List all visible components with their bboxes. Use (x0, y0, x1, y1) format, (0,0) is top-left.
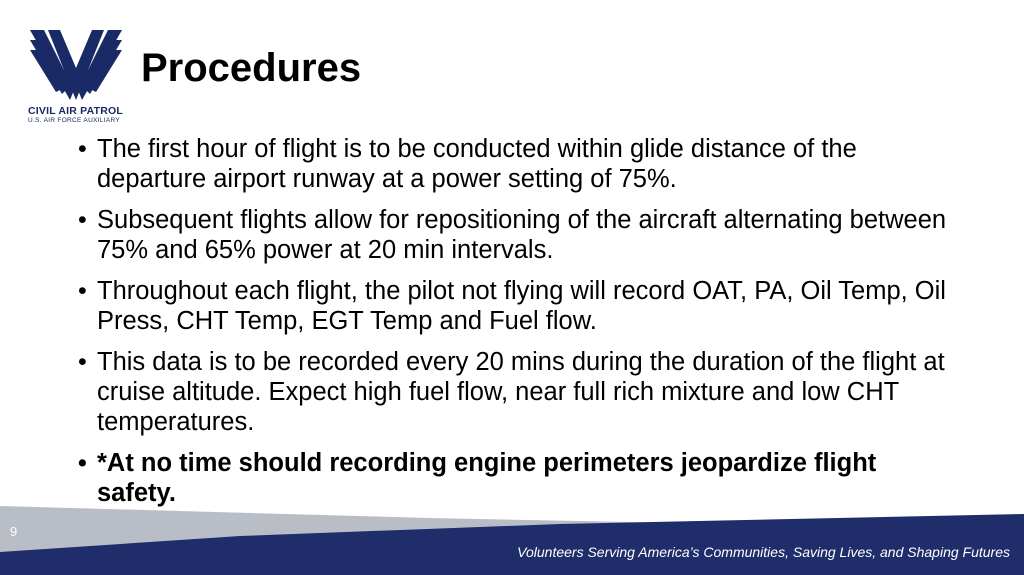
bullet-text: The first hour of flight is to be conducted within glide distance of the departure airport runway at a power setting of 75%. (97, 135, 857, 193)
bullet-item (78, 134, 948, 194)
bullet-text: This data is to be recorded every 20 mins during the duration of the flight at cruise altitude. Expect high fuel flow, near full rich mixture and low CHT temperatures. (97, 348, 945, 436)
logo-subtitle: U.S. AIR FORCE AUXILIARY (28, 117, 120, 124)
bullet-text: Subsequent flights allow for repositioning of the aircraft alternating between 75% and 65% power at 20 min intervals. (97, 206, 947, 264)
bullet-item (78, 347, 948, 437)
bullet-dot: • (78, 277, 87, 305)
bullet-item-warning (78, 448, 948, 508)
cap-logo (26, 28, 126, 126)
bullet-text: *At no time should recording engine perimeters jeopardize flight safety. (97, 449, 877, 507)
bullet-item (78, 205, 948, 265)
bullet-dot: • (78, 135, 87, 163)
logo-name: CIVIL AIR PATROL (28, 105, 123, 117)
cap-wing-emblem-icon (26, 28, 126, 106)
bullet-dot: • (78, 449, 87, 477)
footer-band (0, 500, 1024, 575)
slide-title: Procedures (141, 46, 362, 90)
bullet-list (78, 134, 948, 519)
footer-tagline: Volunteers Serving America’s Communities, Saving Lives, and Shaping Futures (517, 544, 1010, 560)
bullet-text: Throughout each flight, the pilot not flying will record OAT, PA, Oil Temp, Oil Press, CHT Temp, EGT Temp and Fuel flow. (97, 277, 946, 335)
bullet-dot: • (78, 348, 87, 376)
page-number: 9 (10, 524, 18, 539)
bullet-dot: • (78, 206, 87, 234)
bullet-item (78, 276, 948, 336)
